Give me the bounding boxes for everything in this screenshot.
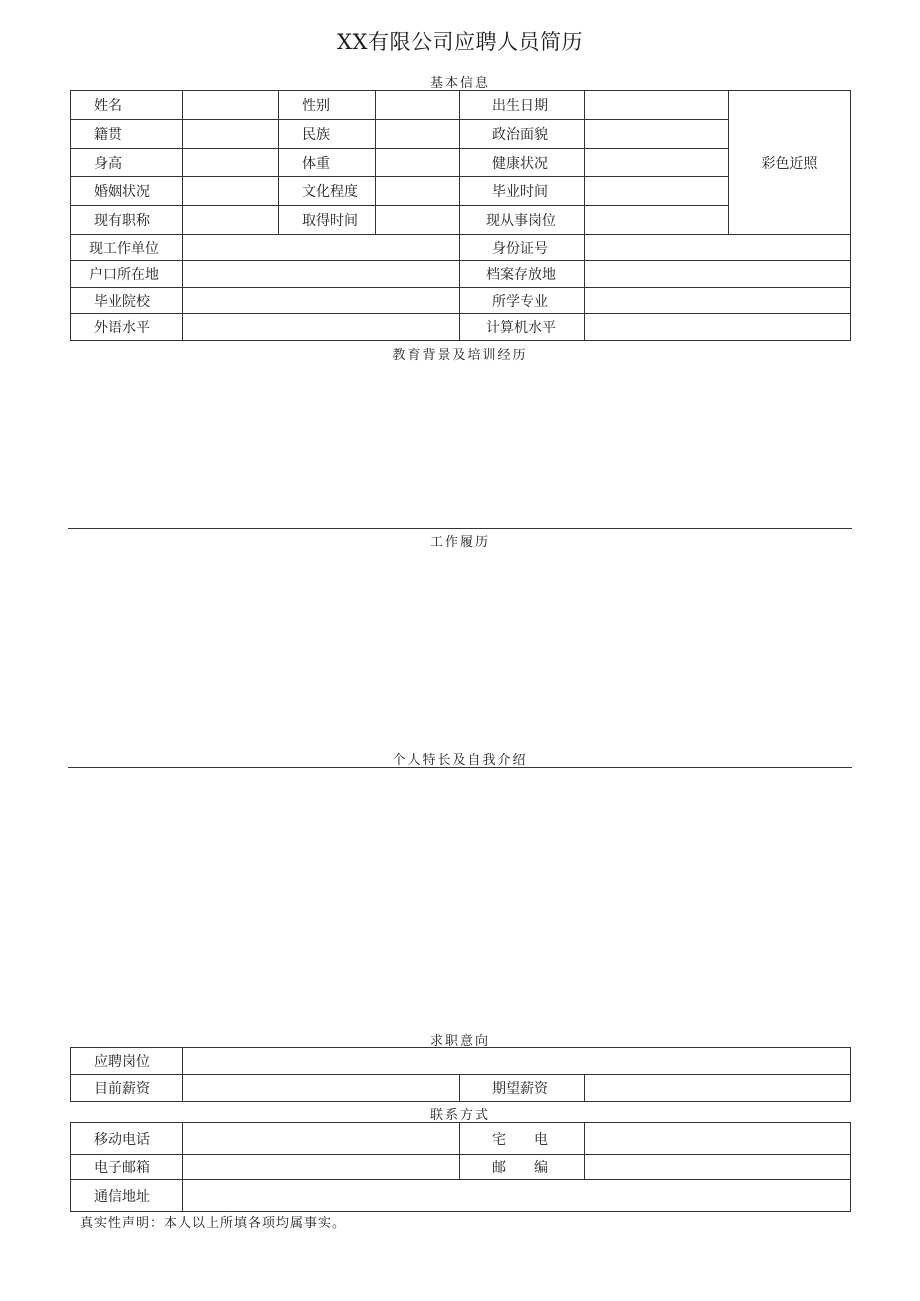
input-address[interactable] [183,1180,851,1212]
section-basic-info: 基本信息 [429,76,490,91]
input-computer-level[interactable] [585,314,851,341]
label-current-position: 现从事岗位 [460,206,585,235]
contact-table [70,1122,851,1212]
label-obtained-time: 取得时间 [279,206,376,235]
label-applied-position: 应聘岗位 [71,1048,183,1075]
label-address: 通信地址 [71,1180,183,1212]
input-applied-position[interactable] [183,1048,851,1075]
label-name: 姓名 [71,91,183,120]
divider-education [68,528,852,529]
divider-self-intro [68,767,852,768]
input-graduation-time[interactable] [585,177,729,206]
label-expected-salary: 期望薪资 [460,1075,585,1102]
label-gender: 性别 [279,91,376,120]
label-political-status: 政治面貌 [460,120,585,149]
label-birth-date: 出生日期 [460,91,585,120]
label-postcode: 邮 编 [460,1155,585,1180]
label-ethnicity: 民族 [279,120,376,149]
self-intro-textarea[interactable] [68,772,852,1022]
input-postcode[interactable] [585,1155,851,1180]
label-computer-level: 计算机水平 [460,314,585,341]
input-education-level[interactable] [376,177,460,206]
photo-box[interactable]: 彩色近照 [729,91,851,235]
input-current-salary[interactable] [183,1075,460,1102]
label-current-employer: 现工作单位 [71,235,183,261]
input-birth-date[interactable] [585,91,729,120]
section-self-intro: 个人特长及自我介绍 [392,753,528,768]
input-email[interactable] [183,1155,460,1180]
input-name[interactable] [183,91,279,120]
work-history-textarea[interactable] [68,552,852,742]
basic-info-table [70,90,851,341]
label-foreign-language: 外语水平 [71,314,183,341]
section-intent: 求职意向 [429,1034,490,1049]
section-education: 教育背景及培训经历 [392,348,528,363]
label-hukou: 户口所在地 [71,261,183,288]
label-current-salary: 目前薪资 [71,1075,183,1102]
label-major: 所学专业 [460,288,585,314]
input-expected-salary[interactable] [585,1075,851,1102]
input-obtained-time[interactable] [376,206,460,235]
input-ethnicity[interactable] [376,120,460,149]
label-title-held: 现有职称 [71,206,183,235]
label-graduation-time: 毕业时间 [460,177,585,206]
education-textarea[interactable] [68,364,852,524]
input-weight[interactable] [376,149,460,177]
section-contact: 联系方式 [429,1108,490,1123]
input-political-status[interactable] [585,120,729,149]
input-home-phone[interactable] [585,1123,851,1155]
input-foreign-language[interactable] [183,314,460,341]
label-school: 毕业院校 [71,288,183,314]
label-mobile: 移动电话 [71,1123,183,1155]
input-marital[interactable] [183,177,279,206]
label-marital: 婚姻状况 [71,177,183,206]
input-mobile[interactable] [183,1123,460,1155]
label-archives: 档案存放地 [460,261,585,288]
label-weight: 体重 [279,149,376,177]
input-native-place[interactable] [183,120,279,149]
input-current-position[interactable] [585,206,729,235]
label-email: 电子邮箱 [71,1155,183,1180]
label-education-level: 文化程度 [279,177,376,206]
input-archives[interactable] [585,261,851,288]
input-height[interactable] [183,149,279,177]
input-gender[interactable] [376,91,460,120]
input-hukou[interactable] [183,261,460,288]
label-id-number: 身份证号 [460,235,585,261]
input-major[interactable] [585,288,851,314]
input-current-employer[interactable] [183,235,460,261]
label-height: 身高 [71,149,183,177]
input-title-held[interactable] [183,206,279,235]
input-school[interactable] [183,288,460,314]
label-home-phone: 宅 电 [460,1123,585,1155]
label-health: 健康状况 [460,149,585,177]
input-id-number[interactable] [585,235,851,261]
input-health[interactable] [585,149,729,177]
page-title: XX有限公司应聘人员简历 [337,30,583,54]
section-work: 工作履历 [429,535,490,550]
intent-table [70,1047,851,1102]
declaration-text: 真实性声明：本人以上所填各项均属事实。 [80,1216,347,1231]
label-native-place: 籍贯 [71,120,183,149]
